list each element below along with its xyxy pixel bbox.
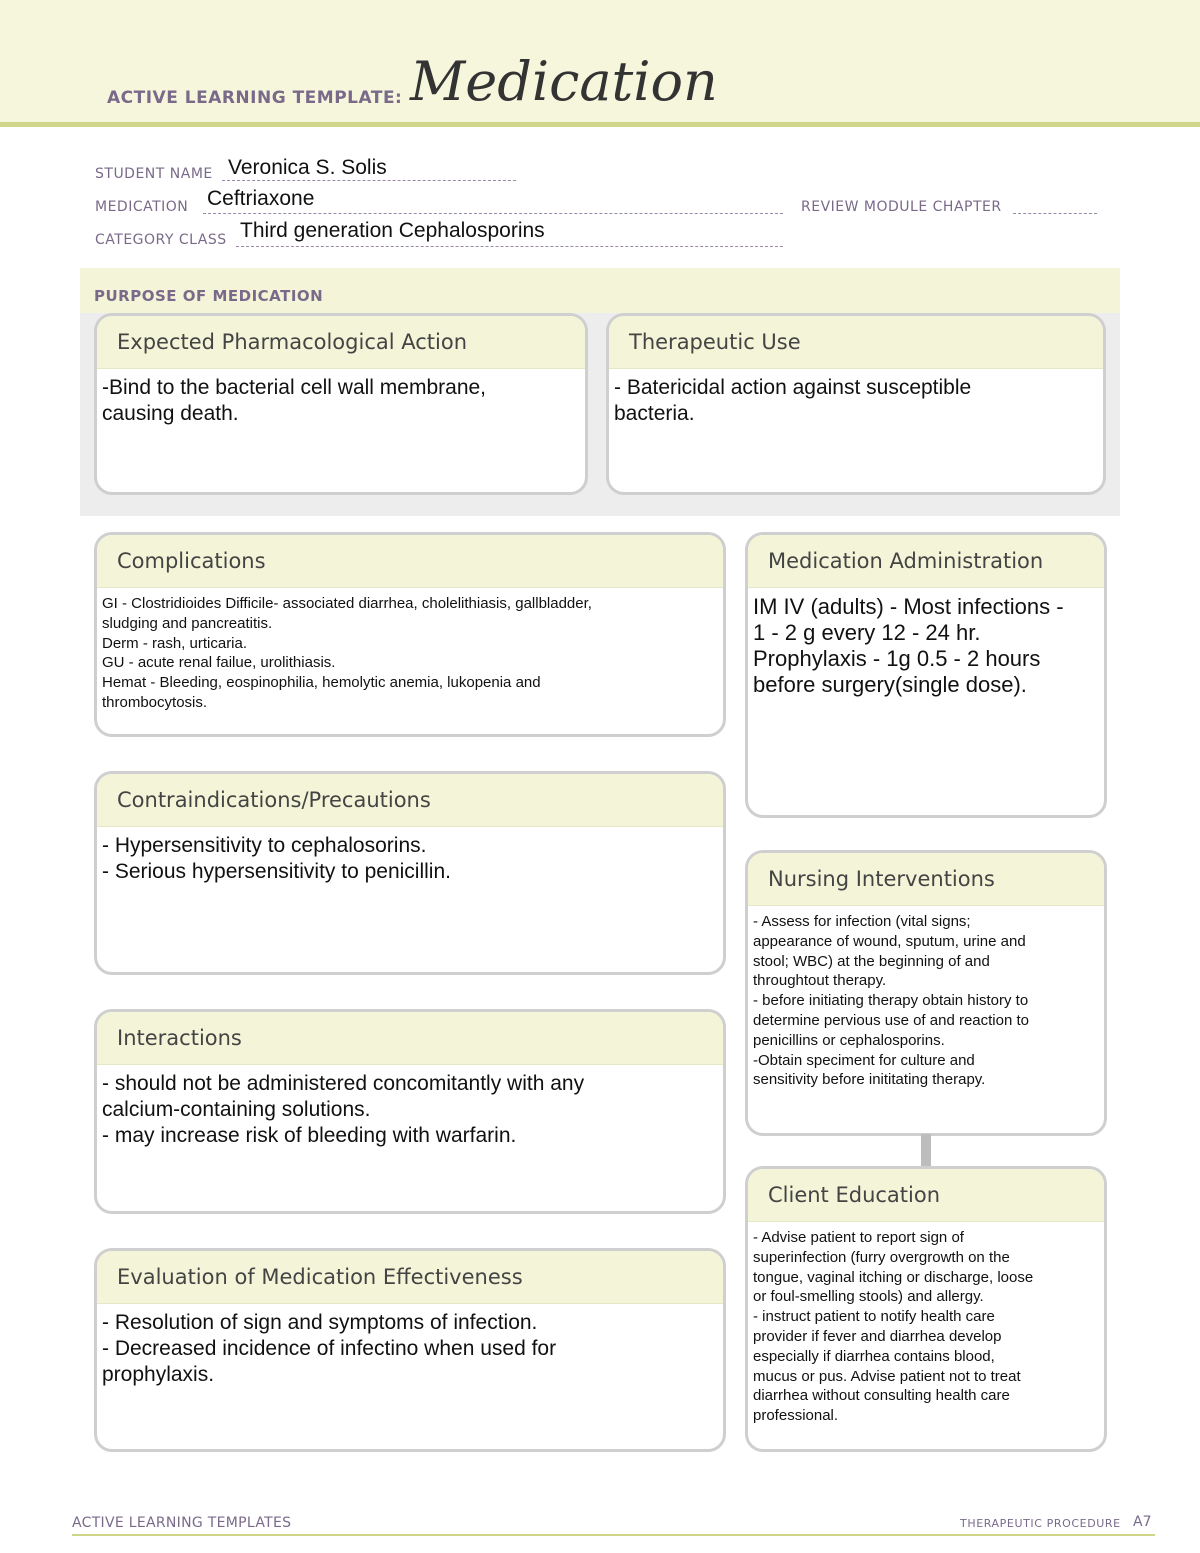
evaluation-text[interactable]: - Resolution of sign and symptoms of infection. - Decreased incidence of infectino when used for prophylaxis. [102, 1311, 557, 1386]
purpose-label: PURPOSE OF MEDICATION [94, 287, 324, 305]
expected-action-title: Expected Pharmacological Action [97, 316, 585, 369]
header-rule [0, 122, 1200, 127]
category-class-value[interactable]: Third generation Cephalosporins [240, 219, 545, 242]
interactions-text[interactable]: - should not be administered concomitantly with any calcium-containing solutions. - may increase risk of bleeding with warfarin. [102, 1072, 585, 1147]
nursing-education-connector [921, 1134, 931, 1167]
category-class-label: CATEGORY CLASS [95, 232, 227, 248]
therapeutic-use-title: Therapeutic Use [609, 316, 1103, 369]
evaluation-title: Evaluation of Medication Effectiveness [97, 1251, 723, 1304]
review-module-label: REVIEW MODULE CHAPTER [801, 199, 1002, 215]
interactions-title: Interactions [97, 1012, 723, 1065]
medication-value[interactable]: Ceftriaxone [207, 187, 315, 210]
client-education-box [745, 1166, 1107, 1452]
template-title: Medication [410, 50, 718, 113]
interactions-box [94, 1009, 726, 1214]
student-name-line [222, 180, 516, 181]
review-module-line [1013, 213, 1097, 214]
therapeutic-use-text[interactable]: - Batericidal action against susceptible bacteria. [614, 376, 972, 425]
footer-right-label: THERAPEUTIC PROCEDURE [960, 1517, 1121, 1530]
contraindications-text[interactable]: - Hypersensitivity to cephalosorins. - Serious hypersensitivity to penicillin. [102, 834, 451, 883]
footer-rule [72, 1534, 1155, 1536]
medication-administration-title: Medication Administration [748, 535, 1104, 588]
expected-action-text[interactable]: -Bind to the bacterial cell wall membrane, causing death. [102, 376, 487, 425]
therapeutic-use-box [606, 313, 1106, 495]
template-label: ACTIVE LEARNING TEMPLATE: [107, 88, 403, 108]
client-education-title: Client Education [748, 1169, 1104, 1222]
complications-box [94, 532, 726, 737]
expected-action-box [94, 313, 588, 495]
nursing-interventions-title: Nursing Interventions [748, 853, 1104, 906]
category-class-line [236, 246, 783, 247]
footer-page-number: A7 [1133, 1514, 1152, 1530]
medication-administration-box [745, 532, 1107, 818]
complications-text[interactable]: GI - Clostridioides Difficile- associated diarrhea, cholelithiasis, gallbladder, sludging and pancreatitis. Derm - rash, urticaria. GU - acute renal failue, urolithiasis. Hemat - Bleeding, eospinophilia, hemolytic anemia, lukopenia and thrombocytosis. [102, 595, 592, 711]
medication-line [203, 213, 783, 214]
contraindications-box [94, 771, 726, 975]
nursing-interventions-text[interactable]: - Assess for infection (vital signs; appearance of wound, sputum, urine and stool; WBC) at the beginning of and throughtout therapy. - before initiating therapy obtain history to determine pervious use of and reaction to penicillins or cephalosporins. -Obtain speciment for culture and sensitivity before inititating therapy. [753, 913, 1029, 1089]
medication-label: MEDICATION [95, 199, 189, 215]
medication-administration-text[interactable]: IM IV (adults) - Most infections - 1 - 2 g every 12 - 24 hr. Prophylaxis - 1g 0.5 - 2 hours before surgery(single dose). [753, 594, 1064, 697]
nursing-interventions-box [745, 850, 1107, 1136]
student-name-value[interactable]: Veronica S. Solis [228, 156, 387, 179]
client-education-text[interactable]: - Advise patient to report sign of superinfection (furry overgrowth on the tongue, vaginal itching or discharge, loose or foul-smelling stools) and allergy. - instruct patient to notify health care provider if fever and diarrhea develop especially if diarrhea contains blood, mucus or pus. Advise patient not to treat diarrhea without consulting health care professional. [753, 1229, 1034, 1425]
evaluation-box [94, 1248, 726, 1452]
footer-left-label: ACTIVE LEARNING TEMPLATES [72, 1515, 292, 1531]
contraindications-title: Contraindications/Precautions [97, 774, 723, 827]
complications-title: Complications [97, 535, 723, 588]
student-name-label: STUDENT NAME [95, 166, 213, 182]
